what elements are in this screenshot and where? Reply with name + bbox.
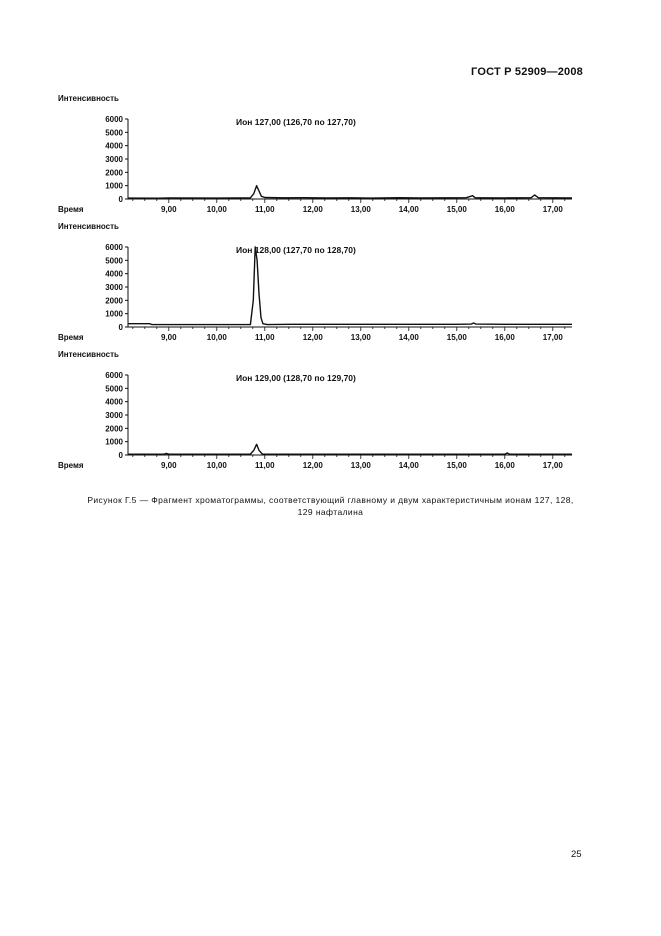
y-tick-label: 6000 bbox=[105, 243, 123, 252]
x-tick-label: 16,00 bbox=[494, 333, 515, 342]
x-tick-label: 16,00 bbox=[494, 461, 515, 470]
chart-title: Ион 127,00 (126,70 по 127,70) bbox=[236, 117, 356, 127]
chart-svg bbox=[0, 350, 661, 475]
y-tick-label: 0 bbox=[118, 195, 123, 204]
y-tick-label: 5000 bbox=[105, 256, 123, 266]
chart-svg bbox=[0, 94, 661, 219]
x-tick-label: 11,00 bbox=[255, 205, 275, 214]
chromatogram-ion-127 bbox=[0, 94, 661, 219]
y-axis-label: Интенсивность bbox=[58, 94, 119, 103]
x-tick-label: 16,00 bbox=[494, 205, 515, 214]
y-tick-label: 5000 bbox=[105, 128, 123, 138]
page-number: 25 bbox=[571, 849, 582, 860]
x-tick-label: 12,00 bbox=[302, 333, 323, 342]
caption-line-1: Рисунок Г.5 — Фрагмент хроматограммы, соответствующий главному и двум характеристичным ионам 127, 128, bbox=[87, 495, 574, 505]
x-tick-label: 13,00 bbox=[350, 461, 371, 470]
y-tick-label: 4000 bbox=[105, 269, 123, 279]
y-tick-label: 6000 bbox=[105, 371, 123, 380]
figure-caption bbox=[0, 494, 661, 518]
x-tick-label: 9,00 bbox=[161, 461, 177, 470]
x-tick-label: 15,00 bbox=[446, 333, 467, 342]
series-line bbox=[128, 186, 572, 199]
y-tick-label: 3000 bbox=[105, 155, 123, 164]
y-tick-label: 6000 bbox=[105, 115, 123, 124]
y-tick-label: 1000 bbox=[105, 181, 123, 191]
x-axis-label: Время bbox=[58, 461, 84, 470]
x-tick-label: 10,00 bbox=[206, 205, 227, 214]
x-tick-label: 13,00 bbox=[350, 333, 371, 342]
y-tick-label: 5000 bbox=[105, 384, 123, 394]
x-tick-label: 13,00 bbox=[350, 205, 371, 214]
x-tick-label: 10,00 bbox=[206, 461, 227, 470]
y-tick-label: 0 bbox=[118, 451, 123, 460]
y-axis-label: Интенсивность bbox=[58, 222, 119, 231]
x-tick-label: 14,00 bbox=[398, 333, 419, 342]
y-tick-label: 2000 bbox=[105, 296, 123, 306]
x-tick-label: 11,00 bbox=[255, 333, 275, 342]
x-tick-label: 17,00 bbox=[542, 205, 563, 214]
x-tick-label: 9,00 bbox=[161, 205, 177, 214]
x-tick-label: 15,00 bbox=[446, 205, 467, 214]
chromatogram-ion-128 bbox=[0, 222, 661, 347]
y-tick-label: 4000 bbox=[105, 397, 123, 407]
x-tick-label: 17,00 bbox=[542, 461, 563, 470]
chromatogram-ion-129 bbox=[0, 350, 661, 475]
x-tick-label: 14,00 bbox=[398, 205, 419, 214]
x-tick-label: 12,00 bbox=[302, 461, 323, 470]
document-header: ГОСТ Р 52909—2008 bbox=[471, 66, 583, 78]
chart-title: Ион 128,00 (127,70 по 128,70) bbox=[236, 245, 356, 255]
x-tick-label: 14,00 bbox=[398, 461, 419, 470]
x-axis-label: Время bbox=[58, 333, 84, 342]
y-tick-label: 1000 bbox=[105, 437, 123, 447]
x-tick-label: 12,00 bbox=[302, 205, 323, 214]
y-tick-label: 4000 bbox=[105, 141, 123, 151]
x-tick-label: 11,00 bbox=[255, 461, 275, 470]
y-tick-label: 3000 bbox=[105, 283, 123, 292]
x-tick-label: 9,00 bbox=[161, 333, 177, 342]
y-tick-label: 0 bbox=[118, 323, 123, 332]
y-tick-label: 3000 bbox=[105, 411, 123, 420]
x-tick-label: 10,00 bbox=[206, 333, 227, 342]
y-tick-label: 2000 bbox=[105, 424, 123, 434]
y-tick-label: 2000 bbox=[105, 168, 123, 178]
caption-line-2: 129 нафталина bbox=[297, 507, 364, 517]
x-axis-label: Время bbox=[58, 205, 84, 214]
chart-title: Ион 129,00 (128,70 по 129,70) bbox=[236, 373, 356, 383]
chart-svg bbox=[0, 222, 661, 347]
x-tick-label: 15,00 bbox=[446, 461, 467, 470]
series-line bbox=[128, 247, 572, 325]
x-tick-label: 17,00 bbox=[542, 333, 563, 342]
y-tick-label: 1000 bbox=[105, 309, 123, 319]
y-axis-label: Интенсивность bbox=[58, 350, 119, 359]
series-line bbox=[128, 444, 572, 454]
